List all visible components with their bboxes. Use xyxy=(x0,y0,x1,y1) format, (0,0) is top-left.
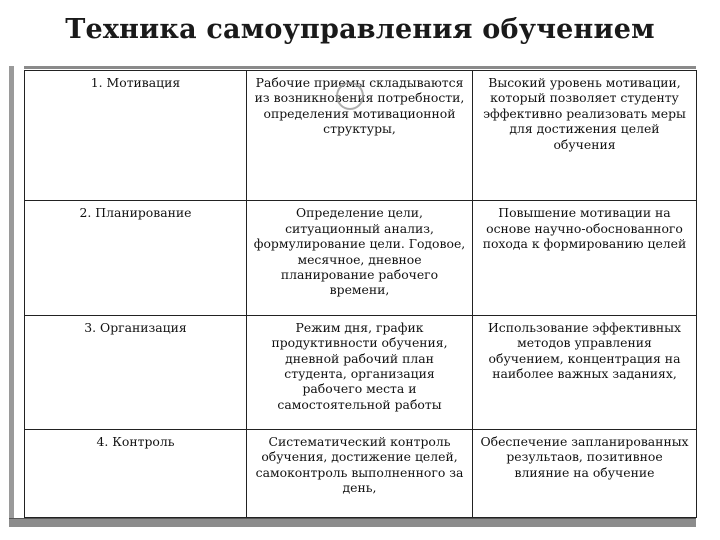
table-row xyxy=(25,201,697,315)
stage-cell: 4. Контроль xyxy=(25,429,247,517)
methods-cell: Определение цели, ситуационный анализ, формулирование цели. Годовое, месячное, дневное планирование рабочего времени, xyxy=(247,201,473,315)
result-cell: Использование эффективных методов управления обучением, концентрация на наиболее важных заданиях, xyxy=(473,315,697,429)
left-accent-bar xyxy=(9,66,14,526)
cursor-ring-icon xyxy=(336,82,364,110)
stage-cell: 2. Планирование xyxy=(25,201,247,315)
methods-cell: Рабочие приемы складываются из возникновения потребности, определения мотивационной структуры, xyxy=(247,71,473,201)
stage-cell: 1. Мотивация xyxy=(25,71,247,201)
table-row xyxy=(25,315,697,429)
bottom-bar xyxy=(9,518,696,527)
methods-cell: Систематический контроль обучения, достижение целей, самоконтроль выполненного за день, xyxy=(247,429,473,517)
stage-cell: 3. Организация xyxy=(25,315,247,429)
table-row xyxy=(25,429,697,517)
result-cell: Обеспечение запланированных результаов, позитивное влияние на обучение xyxy=(473,429,697,517)
methods-cell: Режим дня, график продуктивности обучения, дневной рабочий план студента, организация рабочего места и самостоятельной работы xyxy=(247,315,473,429)
title-divider xyxy=(24,66,696,69)
technique-table xyxy=(24,70,697,518)
result-cell: Повышение мотивации на основе научно-обоснованного похода к формированию целей xyxy=(473,201,697,315)
page-title: Техника самоуправления обучением xyxy=(65,14,655,45)
result-cell: Высокий уровень мотивации, который позволяет студенту эффективно реализовать меры для достижения целей обучения xyxy=(473,71,697,201)
